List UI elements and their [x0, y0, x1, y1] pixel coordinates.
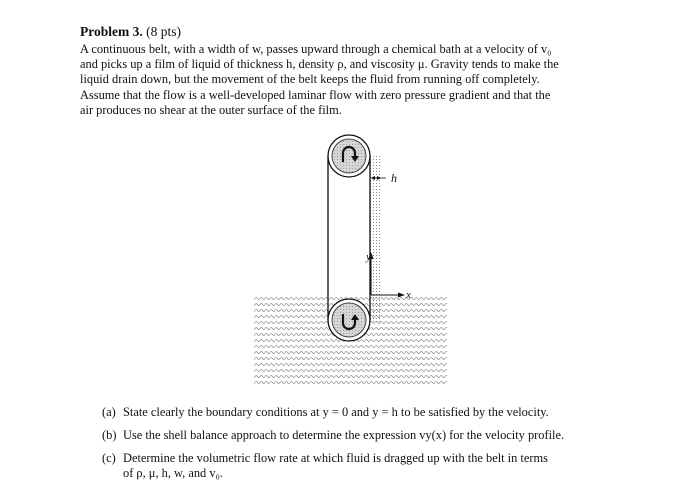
- problem-statement: [80, 42, 625, 118]
- question-list: [102, 405, 622, 489]
- problem-label: Problem 3.: [80, 24, 143, 39]
- statement-line: air produces no shear at the outer surface of the film.: [80, 102, 342, 117]
- question-label: (c): [102, 451, 116, 465]
- problem-points: (8 pts): [146, 24, 181, 39]
- bottom-roller-hub: [332, 303, 366, 337]
- statement-line: Assume that the flow is a well-developed laminar flow with zero pressure gradient and that the: [80, 87, 551, 102]
- question-text: State clearly the boundary conditions at y = 0 and y = h to be satisfied by the velocity.: [123, 405, 549, 419]
- statement-line: liquid drain down, but the movement of the belt keeps the fluid from running off completely.: [80, 72, 540, 87]
- question-text: Use the shell balance approach to determine the expression vy(x) for the velocity profile.: [123, 428, 565, 442]
- top-roller-hub: [332, 139, 366, 173]
- question-text: of ρ, μ, h, w, and v₀.: [123, 466, 223, 480]
- label-x: x: [406, 289, 411, 301]
- problem-title: [80, 24, 181, 40]
- question-a: [102, 405, 622, 420]
- statement-line: and picks up a film of liquid of thickness h, density ρ, and viscosity μ. Gravity tends to make the: [80, 57, 559, 72]
- label-y: y: [366, 251, 371, 263]
- question-c: [102, 451, 622, 481]
- question-label: (b): [102, 428, 117, 442]
- label-h: h: [391, 171, 397, 185]
- liquid-film: [370, 156, 382, 322]
- question-label: (a): [102, 405, 116, 419]
- belt-diagram: [240, 128, 460, 388]
- question-b: [102, 428, 622, 443]
- question-text: Determine the volumetric flow rate at which fluid is dragged up with the belt in terms: [123, 451, 548, 465]
- statement-line: A continuous belt, with a width of w, passes upward through a chemical bath at a velocity of v₀: [80, 42, 552, 56]
